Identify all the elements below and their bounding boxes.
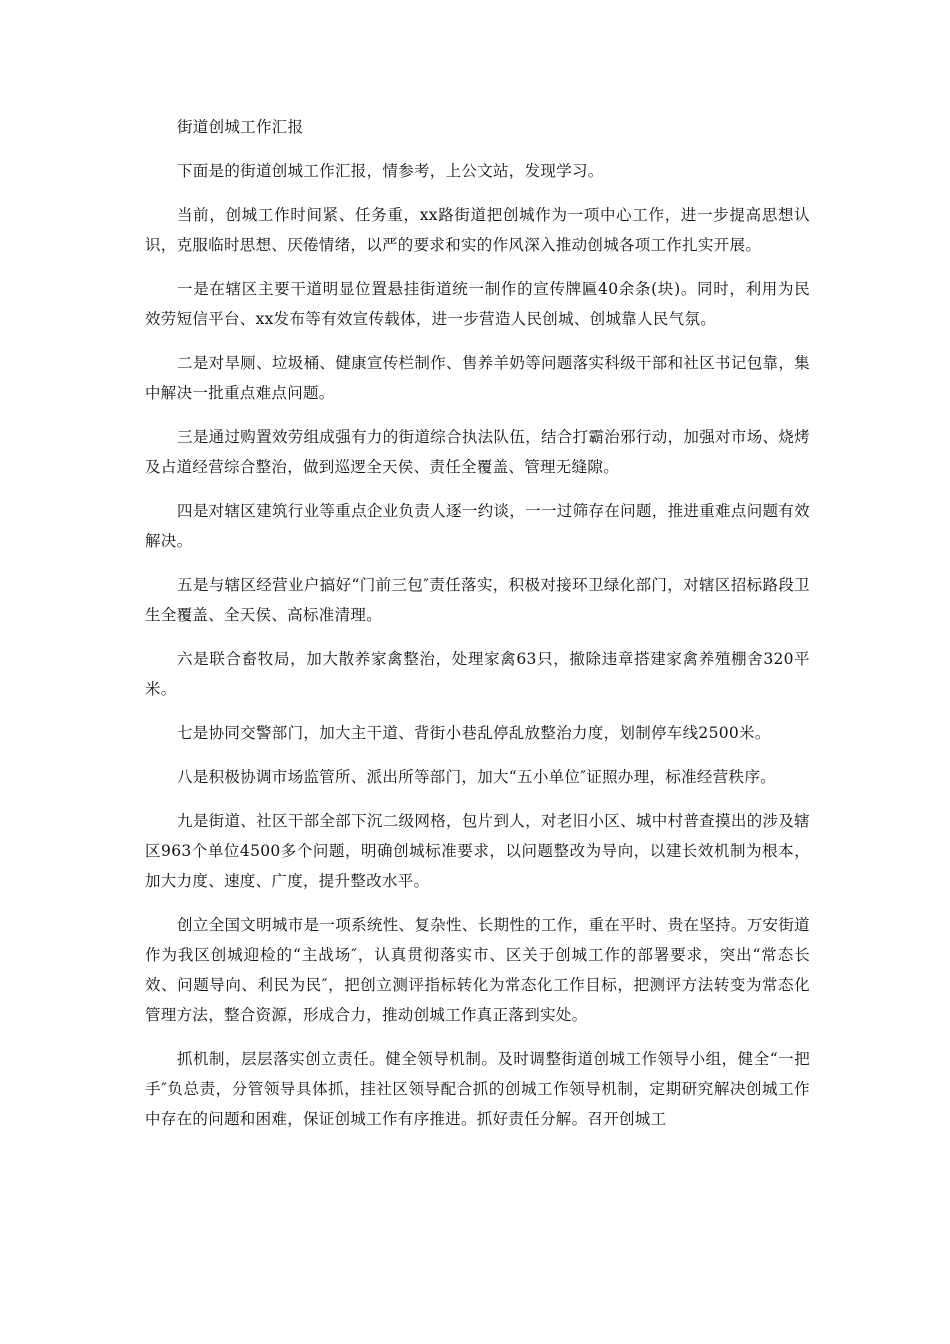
paragraph: 七是协同交警部门，加大主干道、背街小巷乱停乱放整治力度，划制停车线2500米。: [177, 724, 771, 742]
paragraph: 四是对辖区建筑行业等重点企业负责人逐一约谈，一一过筛存在问题，推进重难点问题有效解决。: [145, 502, 810, 550]
paragraph: 三是通过购置效劳组成强有力的街道综合执法队伍，结合打霸治邪行动，加强对市场、烧烤及占道经营综合整治，做到巡逻全天侯、责任全覆盖、管理无缝隙。: [145, 428, 810, 476]
paragraph: 八是积极协调市场监管所、派出所等部门，加大“五小单位″证照办理，标准经营秩序。: [177, 768, 776, 786]
paragraph: 六是联合畜牧局，加大散养家禽整治，处理家禽63只，撤除违章搭建家禽养殖棚舍320平米。: [145, 650, 810, 698]
document-body: [145, 112, 810, 1148]
paragraph: 抓机制，层层落实创立责任。健全领导机制。及时调整街道创城工作领导小组，健全“一把手″负总责，分管领导具体抓，挂社区领导配合抓的创城工作领导机制，定期研究解决创城工作中存在的问题和困难，保证创城工作有序推进。抓好责任分解。召开创城工: [145, 1050, 810, 1128]
paragraph: 一是在辖区主要干道明显位置悬挂街道统一制作的宣传牌匾40余条(块)。同时，利用为民效劳短信平台、xx发布等有效宣传载体，进一步营造人民创城、创城靠人民气氛。: [145, 280, 810, 328]
paragraph: 下面是的街道创城工作汇报，情参考，上公文站，发现学习。: [177, 162, 604, 180]
paragraph: 九是街道、社区干部全部下沉二级网格，包片到人，对老旧小区、城中村普查摸出的涉及辖区963个单位4500多个问题，明确创城标准要求，以问题整改为导向，以建长效机制为根本，加大力度、速度、广度，提升整改水平。: [145, 812, 810, 890]
paragraph: 当前，创城工作时间紧、任务重，xx路街道把创城作为一项中心工作，进一步提高思想认识，克服临时思想、厌倦情绪，以严的要求和实的作风深入推动创城各项工作扎实开展。: [145, 206, 810, 254]
paragraph: 五是与辖区经营业户搞好“门前三包″责任落实，积极对接环卫绿化部门，对辖区招标路段卫生全覆盖、全天侯、高标准清理。: [145, 576, 810, 624]
document-title: 街道创城工作汇报: [177, 118, 304, 136]
paragraph: 创立全国文明城市是一项系统性、复杂性、长期性的工作，重在平时、贵在坚持。万安街道作为我区创城迎检的“主战场″，认真贯彻落实市、区关于创城工作的部署要求，突出“常态长效、问题导向、利民为民″，把创立测评指标转化为常态化工作目标，把测评方法转变为常态化管理方法，整合资源，形成合力，推动创城工作真正落到实处。: [145, 916, 810, 1024]
paragraph: 二是对旱厕、垃圾桶、健康宣传栏制作、售养羊奶等问题落实科级干部和社区书记包靠，集中解决一批重点难点问题。: [145, 354, 810, 402]
